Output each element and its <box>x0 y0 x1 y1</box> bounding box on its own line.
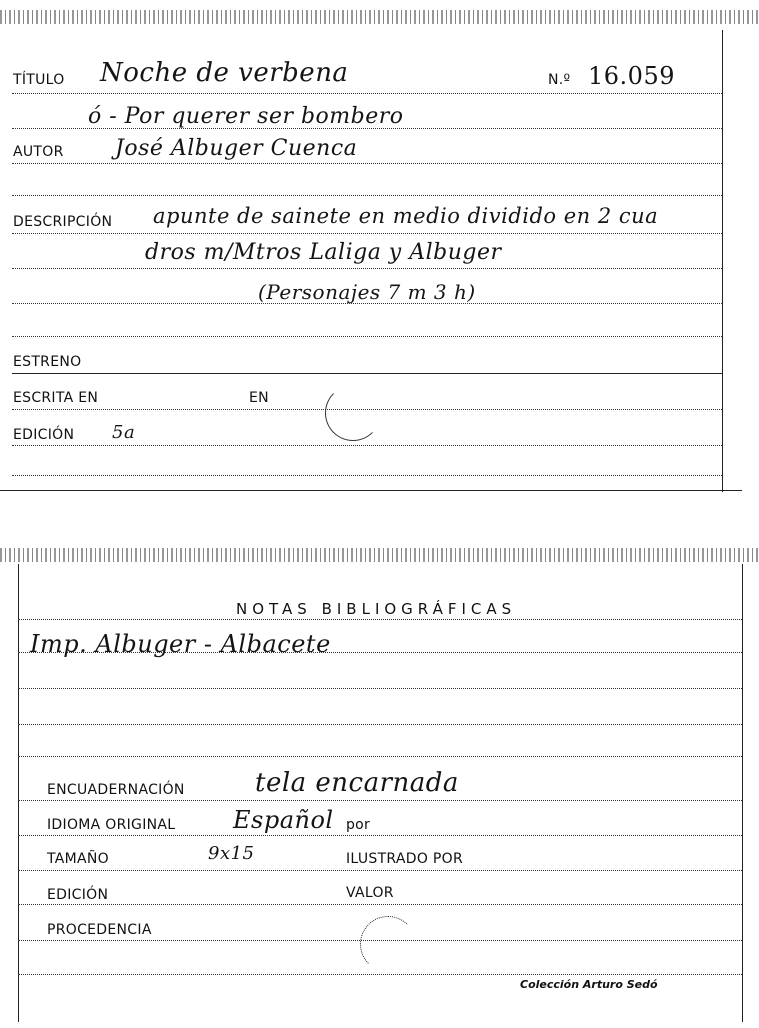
notas-value: Imp. Albuger - Albacete <box>30 630 331 658</box>
estreno-label: ESTRENO <box>13 354 82 370</box>
rule <box>12 373 722 374</box>
titulo-value: Noche de verbena <box>100 58 349 88</box>
descripcion-label: DESCRIPCIÓN <box>13 214 113 230</box>
punch-hole-mark <box>325 385 381 441</box>
numero-value: 16.059 <box>588 62 675 90</box>
en-label: EN <box>249 390 269 406</box>
tamano-label: TAMAÑO <box>47 851 109 867</box>
rule <box>12 445 722 446</box>
tamano-value: 9x15 <box>208 843 255 864</box>
autor-label: AUTOR <box>13 144 64 160</box>
torn-edge <box>0 10 759 24</box>
rule <box>18 652 742 653</box>
rule <box>12 163 722 164</box>
rule <box>18 688 742 689</box>
rule <box>18 870 742 871</box>
autor-value: José Albuger Cuenca <box>115 136 358 161</box>
rule <box>18 800 742 801</box>
procedencia-label: PROCEDENCIA <box>47 922 152 938</box>
rule <box>12 268 722 269</box>
descripcion-line2: dros m/Mtros Laliga y Albuger <box>145 240 502 265</box>
rule <box>0 490 742 491</box>
rule <box>18 835 742 836</box>
punch-hole-mark <box>360 916 416 972</box>
edicion-label: EDICIÓN <box>13 427 75 443</box>
notas-heading: NOTAS BIBLIOGRÁFICAS <box>236 600 517 618</box>
numero-label: N.º <box>548 72 571 88</box>
idioma-label: IDIOMA ORIGINAL <box>47 817 176 833</box>
rule <box>18 756 742 757</box>
rule <box>12 195 722 196</box>
por-label: por <box>346 817 371 833</box>
rule <box>12 475 722 476</box>
edicion-value: 5a <box>112 422 136 443</box>
titulo-line2: ó - Por querer ser bombero <box>88 104 404 129</box>
collection-footer: Colección Arturo Sedó <box>520 978 658 991</box>
rule <box>18 724 742 725</box>
encuadernacion-label: ENCUADERNACIÓN <box>47 782 185 798</box>
rule <box>12 128 722 129</box>
torn-edge <box>0 548 759 562</box>
rule <box>18 619 742 620</box>
descripcion-line3: (Personajes 7 m 3 h) <box>258 280 476 304</box>
escrita-en-label: ESCRITA EN <box>13 390 99 406</box>
encuadernacion-value: tela encarnada <box>255 768 459 798</box>
descripcion-line1: apunte de sainete en medio dividido en 2 cua <box>153 204 659 228</box>
card-right-edge <box>742 564 743 1022</box>
titulo-label: TÍTULO <box>13 72 65 88</box>
valor-label: VALOR <box>346 885 394 901</box>
rule <box>12 336 722 337</box>
rule <box>12 233 722 234</box>
edicion-label: EDICIÓN <box>47 887 109 903</box>
rule <box>12 303 722 304</box>
catalog-card-back <box>0 540 759 1028</box>
card-left-edge <box>18 564 19 1022</box>
rule <box>18 904 742 905</box>
ilustrado-label: ILUSTRADO POR <box>346 851 463 867</box>
rule <box>12 93 722 94</box>
rule <box>18 974 742 975</box>
catalog-card-front <box>0 0 759 500</box>
card-right-edge <box>722 30 723 492</box>
idioma-value: Español <box>233 806 334 834</box>
